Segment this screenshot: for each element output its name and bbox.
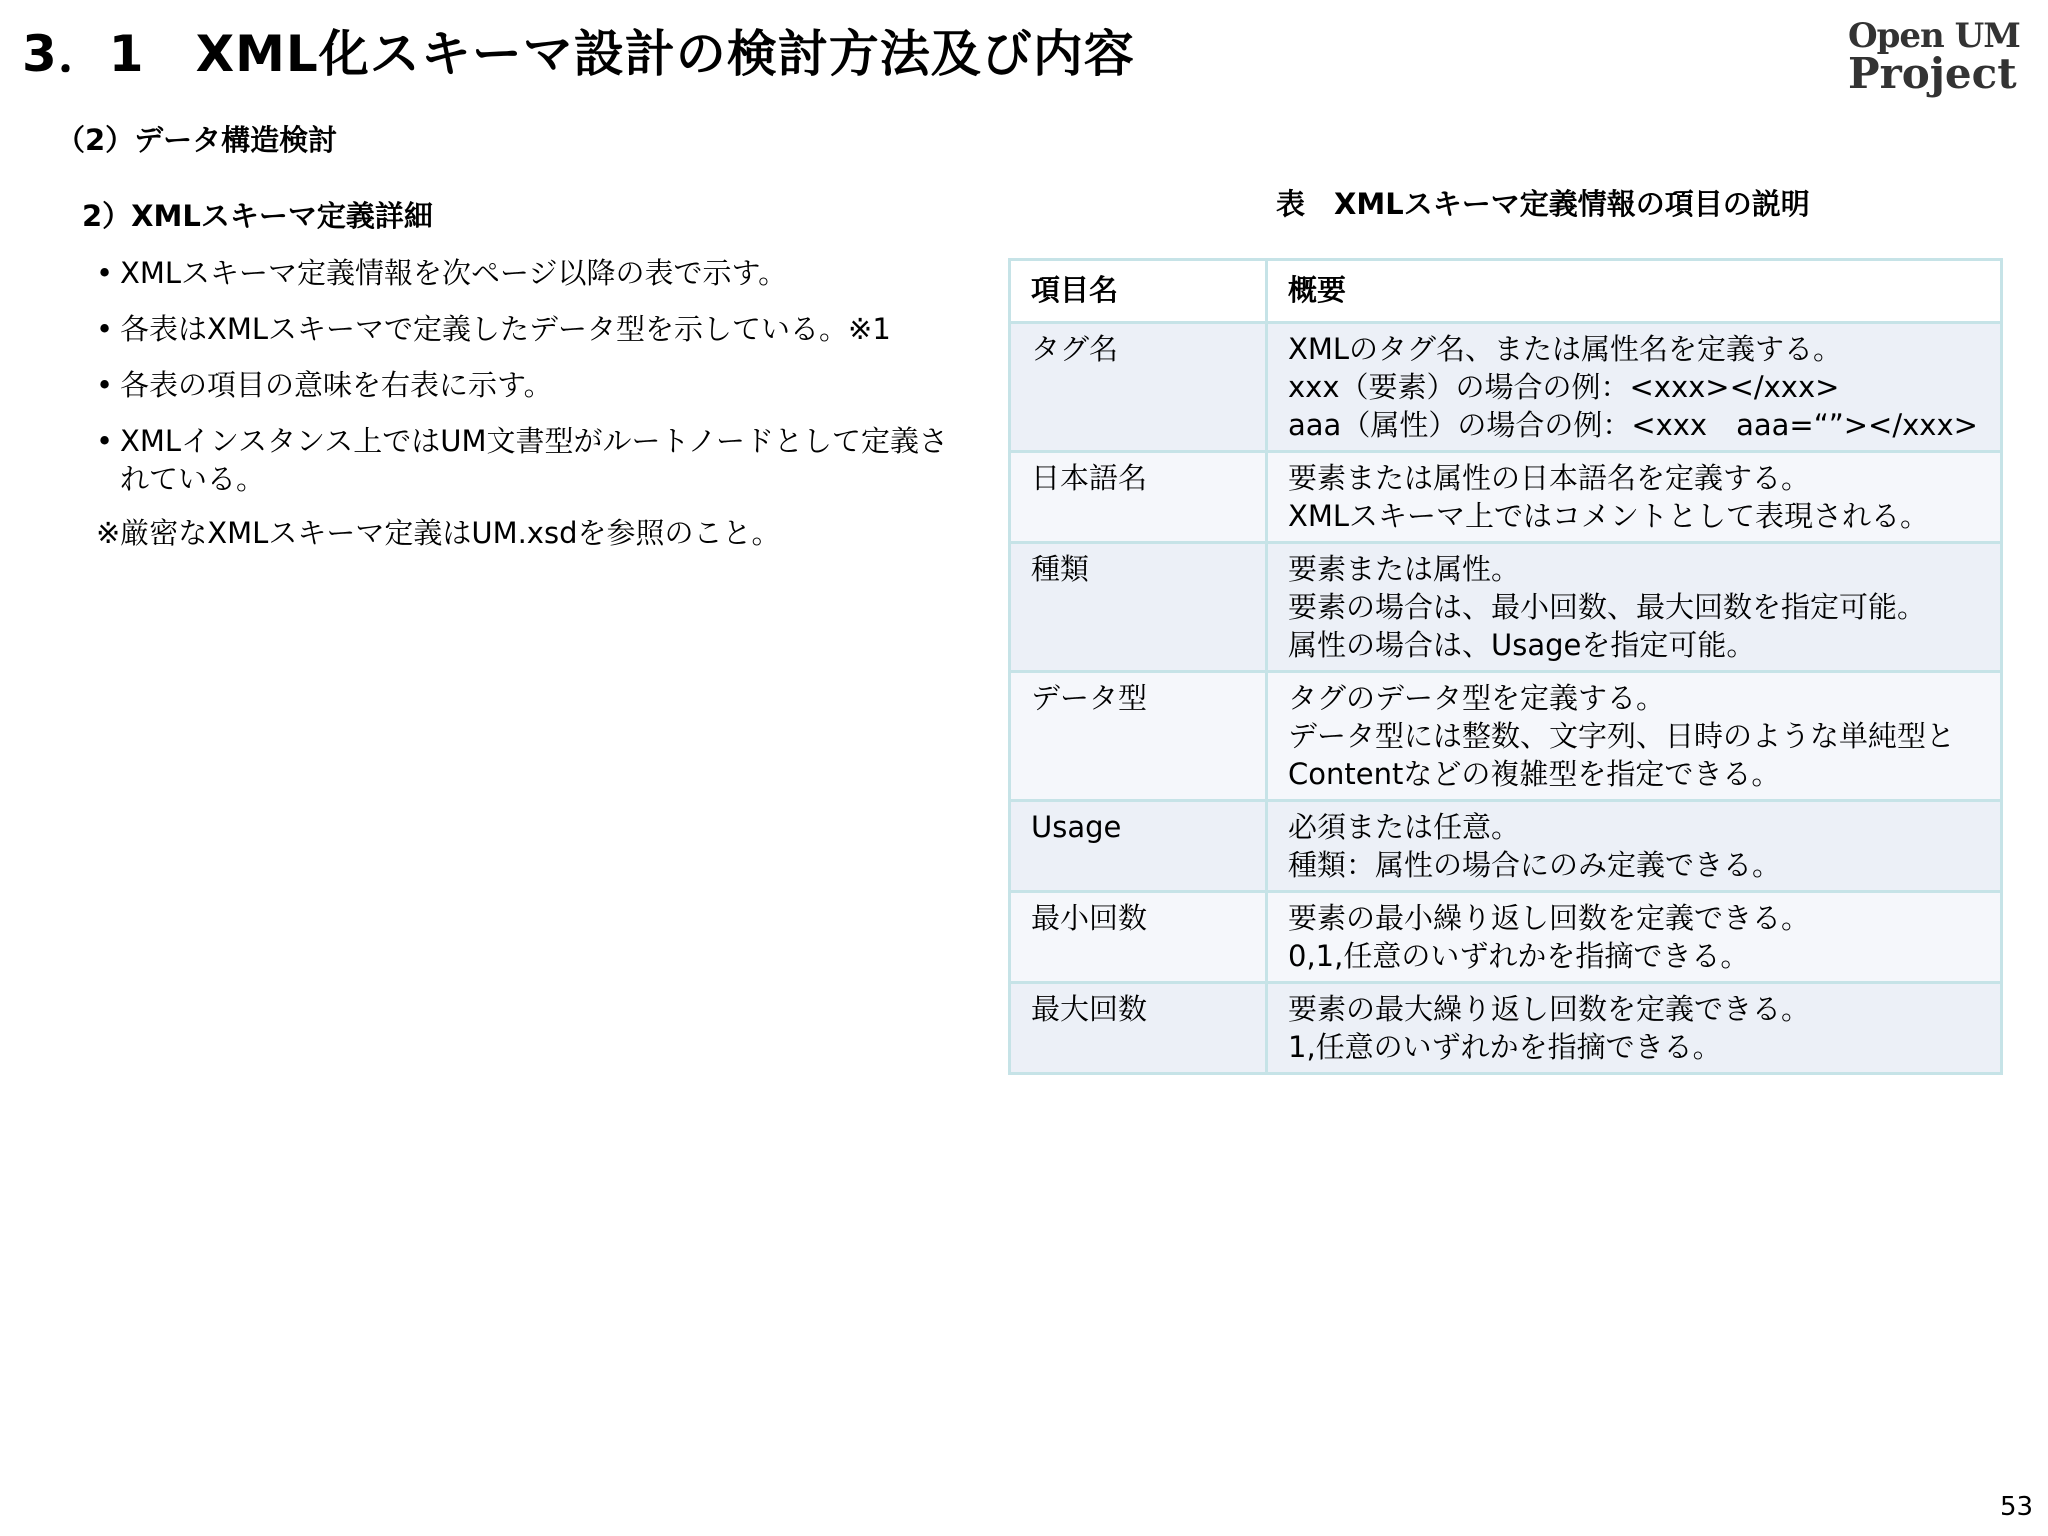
overview-line: aaa（属性）の場合の例：<xxx aaa=“”></xxx>	[1288, 408, 1978, 442]
row-overview	[1267, 801, 2002, 892]
row-overview	[1267, 672, 2002, 801]
header-item-name: 項目名	[1010, 260, 1267, 323]
overview-line: 属性の場合は、Usageを指定可能。	[1288, 628, 1756, 662]
row-overview	[1267, 983, 2002, 1074]
logo-line-1: Open UM	[1848, 16, 2020, 56]
table-row	[1010, 672, 2002, 801]
table-row	[1010, 801, 2002, 892]
overview-line: 要素または属性の日本語名を定義する。	[1288, 461, 1811, 495]
row-item-name: データ型	[1010, 672, 1267, 801]
bullet-item: • 各表はXMLスキーマで定義したデータ型を示している。※1	[96, 310, 956, 348]
header-overview: 概要	[1267, 260, 2002, 323]
row-item-name: 日本語名	[1010, 452, 1267, 543]
table-body	[1010, 323, 2002, 1074]
overview-line: 要素の場合は、最小回数、最大回数を指定可能。	[1288, 590, 1927, 624]
open-um-project-logo	[1846, 14, 2032, 100]
table-row	[1010, 323, 2002, 452]
table-row	[1010, 543, 2002, 672]
overview-line: 必須または任意。	[1288, 810, 1521, 844]
row-overview	[1267, 892, 2002, 983]
overview-line: 要素の最小繰り返し回数を定義できる。	[1288, 901, 1811, 935]
overview-line: XMLのタグ名、または属性名を定義する。	[1288, 332, 1843, 366]
row-item-name: 最大回数	[1010, 983, 1267, 1074]
overview-line: 要素または属性。	[1288, 552, 1521, 586]
row-overview	[1267, 452, 2002, 543]
bullet-item: • XMLスキーマ定義情報を次ページ以降の表で示す。	[96, 254, 956, 292]
definition-table	[1008, 258, 2003, 1075]
overview-line: 要素の最大繰り返し回数を定義できる。	[1288, 992, 1811, 1026]
overview-line: xxx（要素）の場合の例：<xxx></xxx>	[1288, 370, 1840, 404]
overview-line: XMLスキーマ上ではコメントとして表現される。	[1288, 499, 1930, 533]
overview-line: タグのデータ型を定義する。	[1288, 681, 1666, 715]
bullet-item: • XMLインスタンス上ではUM文書型がルートノードとして定義されている。	[96, 422, 956, 498]
reference-note: ※厳密なXMLスキーマ定義はUM.xsdを参照のこと。	[96, 516, 781, 550]
row-item-name: 最小回数	[1010, 892, 1267, 983]
row-item-name: 種類	[1010, 543, 1267, 672]
table-caption: 表 XMLスキーマ定義情報の項目の説明	[1276, 187, 1810, 221]
overview-line: 種類：属性の場合にのみ定義できる。	[1288, 848, 1782, 882]
overview-line: Contentなどの複雑型を指定できる。	[1288, 757, 1781, 791]
table-row	[1010, 892, 2002, 983]
overview-line: 1,任意のいずれかを指摘できる。	[1288, 1030, 1722, 1064]
row-overview	[1267, 323, 2002, 452]
page-number: 53	[2000, 1492, 2034, 1522]
logo-line-2: Project	[1848, 49, 2017, 98]
table-row	[1010, 983, 2002, 1074]
bullet-item: • 各表の項目の意味を右表に示す。	[96, 366, 956, 404]
section-heading: （2）データ構造検討	[56, 123, 338, 157]
table-header-row	[1010, 260, 2002, 323]
slide-title: 3．1 XML化スキーマ設計の検討方法及び内容	[22, 25, 1135, 83]
row-item-name: タグ名	[1010, 323, 1267, 452]
overview-line: データ型には整数、文字列、日時のような単純型と	[1288, 719, 1956, 753]
row-item-name: Usage	[1010, 801, 1267, 892]
sub-heading: 2）XMLスキーマ定義詳細	[82, 199, 433, 233]
row-overview	[1267, 543, 2002, 672]
bullet-list	[96, 254, 956, 516]
overview-line: 0,1,任意のいずれかを指摘できる。	[1288, 939, 1750, 973]
table-row	[1010, 452, 2002, 543]
